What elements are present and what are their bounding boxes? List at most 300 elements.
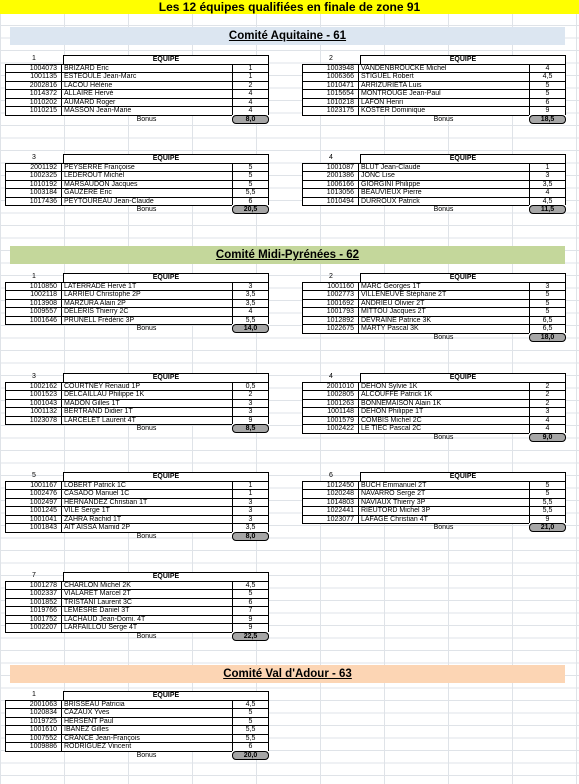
team-header <box>5 273 269 282</box>
player-row <box>5 515 269 524</box>
player-row <box>302 390 566 399</box>
team-number: 6 <box>329 472 333 479</box>
player-name: BEAUVIEUX Pierre <box>358 188 529 197</box>
player-row <box>302 163 566 172</box>
player-points: 6 <box>232 742 269 751</box>
player-points: 4,5 <box>232 700 269 709</box>
bonus-value: 8,0 <box>232 532 269 541</box>
player-name: DEVRAINE Patrice 3K <box>358 316 529 325</box>
player-row <box>5 98 269 107</box>
player-points: 3,5 <box>529 180 566 189</box>
player-name: VILE Serge 1T <box>61 506 232 515</box>
player-name: NAVARRO Serge 2T <box>358 489 529 498</box>
player-row <box>302 307 566 316</box>
player-points: 5,5 <box>232 188 269 197</box>
bonus-value: 21,0 <box>529 523 566 532</box>
player-points: 5,5 <box>232 316 269 325</box>
player-row <box>5 623 269 632</box>
player-license: 1010471 <box>302 81 358 90</box>
player-name: HERSENT Paul <box>61 717 232 726</box>
player-row <box>5 81 269 90</box>
player-name: LARCELET Laurent 4T <box>61 416 232 425</box>
player-license: 1001843 <box>5 523 61 532</box>
player-row <box>5 290 269 299</box>
player-license: 1001579 <box>302 416 358 425</box>
bonus-label: Bonus <box>61 205 232 214</box>
team-number: 3 <box>32 154 36 161</box>
player-license: 1013908 <box>5 299 61 308</box>
player-points: 2 <box>529 382 566 391</box>
player-points: 9 <box>232 623 269 632</box>
bonus-label: Bonus <box>61 532 232 541</box>
player-row <box>5 106 269 115</box>
player-license: 1010202 <box>5 98 61 107</box>
team-block <box>5 273 269 333</box>
player-name: CAZAUX Yves <box>61 708 232 717</box>
player-points: 5 <box>232 180 269 189</box>
player-points: 2 <box>232 390 269 399</box>
team-number: 3 <box>32 373 36 380</box>
player-name: VIALARET Marcel 2T <box>61 589 232 598</box>
equipe-label: EQUIPE <box>63 572 269 581</box>
bonus-spacer <box>5 532 61 541</box>
team-block <box>5 55 269 124</box>
bonus-label: Bonus <box>61 424 232 433</box>
player-name: IBANEZ Gilles <box>61 725 232 734</box>
player-points: 1 <box>529 163 566 172</box>
player-name: AIT AISSA Mamid 2P <box>61 523 232 532</box>
player-points: 4 <box>529 64 566 73</box>
team-block <box>5 373 269 433</box>
bonus-spacer <box>5 115 61 124</box>
player-row <box>5 180 269 189</box>
team-block <box>5 472 269 541</box>
player-name: MARC Georges 1T <box>358 282 529 291</box>
player-row <box>5 282 269 291</box>
player-row <box>302 506 566 515</box>
player-points: 3 <box>232 515 269 524</box>
player-row <box>302 481 566 490</box>
team-header <box>302 273 566 282</box>
player-license: 1001610 <box>5 725 61 734</box>
player-row <box>302 407 566 416</box>
player-row <box>302 171 566 180</box>
player-license: 1001523 <box>5 390 61 399</box>
player-license: 1003948 <box>302 64 358 73</box>
player-license: 1022441 <box>302 506 358 515</box>
player-points: 5 <box>529 481 566 490</box>
player-points: 5 <box>232 717 269 726</box>
team-header <box>5 472 269 481</box>
player-name: LATERRADE Hervé 1T <box>61 282 232 291</box>
comite-midi-pyrenees-label: Comité Midi-Pyrénées - 62 <box>215 249 360 261</box>
bonus-label: Bonus <box>358 433 529 442</box>
player-name: LAFAGE Christian 4T <box>358 515 529 524</box>
player-row <box>302 106 566 115</box>
equipe-label: EQUIPE <box>63 472 269 481</box>
team-header <box>302 472 566 481</box>
player-name: MARSAUDON Jacques <box>61 180 232 189</box>
player-license: 1001135 <box>5 72 61 81</box>
team-header <box>5 572 269 581</box>
player-license: 1020248 <box>302 489 358 498</box>
player-name: RODRIGUEZ Vincent <box>61 742 232 751</box>
player-points: 9 <box>232 615 269 624</box>
player-points: 5,5 <box>529 506 566 515</box>
player-name: LE TIEC Pascal 2C <box>358 424 529 433</box>
player-row <box>302 81 566 90</box>
bonus-label: Bonus <box>61 115 232 124</box>
player-name: LAFON Henri <box>358 98 529 107</box>
player-license: 1015654 <box>302 89 358 98</box>
bonus-row <box>302 523 566 532</box>
player-points: 2 <box>529 399 566 408</box>
player-name: ARRIZURIETA Luis <box>358 81 529 90</box>
team-header <box>302 55 566 64</box>
player-name: DEHON Sylvie 1K <box>358 382 529 391</box>
player-name: DELERIS Thierry 2C <box>61 307 232 316</box>
bonus-value: 20,0 <box>232 751 269 760</box>
player-row <box>302 424 566 433</box>
player-name: LEMESRE Daniel 3T <box>61 606 232 615</box>
player-row <box>5 615 269 624</box>
player-license: 1006166 <box>302 180 358 189</box>
player-license: 1004073 <box>5 64 61 73</box>
player-license: 2002816 <box>5 81 61 90</box>
player-name: LACOU Hélène <box>61 81 232 90</box>
player-name: GAUZERE Eric <box>61 188 232 197</box>
player-points: 4,5 <box>232 581 269 590</box>
player-row <box>5 581 269 590</box>
page-title: Les 12 équipes qualifiées en finale de zone 91 <box>0 0 579 14</box>
player-row <box>5 163 269 172</box>
bonus-value: 11,5 <box>529 205 566 214</box>
player-row <box>302 299 566 308</box>
player-name: LEDEROUT Michel <box>61 171 232 180</box>
equipe-label: EQUIPE <box>63 691 269 700</box>
player-name: MARTY Pascal 3K <box>358 324 529 333</box>
player-license: 1012450 <box>302 481 358 490</box>
bonus-value: 8,5 <box>232 424 269 433</box>
player-name: MASSON Jean-Marie <box>61 106 232 115</box>
team-header <box>5 154 269 163</box>
player-points: 4 <box>529 416 566 425</box>
team-number: 7 <box>32 572 36 579</box>
player-license: 1001041 <box>5 515 61 524</box>
player-points: 9 <box>232 416 269 425</box>
player-name: PRUNELL Frédéric 3P <box>61 316 232 325</box>
player-points: 5 <box>529 290 566 299</box>
bonus-value: 18,0 <box>529 333 566 342</box>
player-license: 1002773 <box>302 290 358 299</box>
bonus-spacer <box>302 115 358 124</box>
player-points: 5,5 <box>232 734 269 743</box>
comite-aquitaine-label: Comité Aquitaine - 61 <box>228 30 347 42</box>
player-license: 1001043 <box>5 399 61 408</box>
player-name: RIEUTORD Michel 3P <box>358 506 529 515</box>
player-points: 4 <box>529 424 566 433</box>
player-row <box>5 725 269 734</box>
player-name: HERNANDEZ Christian 1T <box>61 498 232 507</box>
bonus-row <box>302 205 566 214</box>
player-license: 1001852 <box>5 598 61 607</box>
bonus-label: Bonus <box>61 324 232 333</box>
team-block <box>302 373 566 442</box>
comite-aquitaine-header <box>10 27 565 45</box>
player-points: 4,5 <box>529 197 566 206</box>
player-row <box>302 188 566 197</box>
player-row <box>302 498 566 507</box>
player-row <box>302 64 566 73</box>
player-row <box>302 197 566 206</box>
player-license: 1017436 <box>5 197 61 206</box>
player-license: 1001132 <box>5 407 61 416</box>
team-block <box>302 55 566 124</box>
bonus-row <box>5 115 269 124</box>
player-points: 1 <box>232 72 269 81</box>
player-license: 1002162 <box>5 382 61 391</box>
player-license: 1002337 <box>5 589 61 598</box>
bonus-label: Bonus <box>358 115 529 124</box>
player-row <box>5 734 269 743</box>
team-number: 4 <box>329 154 333 161</box>
player-points: 3,5 <box>232 290 269 299</box>
player-name: MARZURA Alain 2P <box>61 299 232 308</box>
player-points: 5 <box>529 489 566 498</box>
player-points: 1 <box>232 64 269 73</box>
player-points: 6,5 <box>529 324 566 333</box>
bonus-value: 18,5 <box>529 115 566 124</box>
player-name: STIGUEL Robert <box>358 72 529 81</box>
bonus-label: Bonus <box>358 205 529 214</box>
team-number: 1 <box>32 55 36 62</box>
player-license: 1007552 <box>5 734 61 743</box>
comite-val-adour-header <box>10 665 565 683</box>
player-row <box>5 506 269 515</box>
bonus-spacer <box>5 424 61 433</box>
player-points: 3,5 <box>232 523 269 532</box>
player-points: 3,5 <box>232 299 269 308</box>
player-license: 1002476 <box>5 489 61 498</box>
bonus-row <box>302 433 566 442</box>
player-license: 1001692 <box>302 299 358 308</box>
bonus-row <box>302 333 566 342</box>
player-row <box>5 316 269 325</box>
player-row <box>5 598 269 607</box>
player-row <box>5 197 269 206</box>
team-header <box>5 373 269 382</box>
player-name: ALLAIRE Hervé <box>61 89 232 98</box>
player-license: 1001160 <box>302 282 358 291</box>
player-points: 3 <box>232 498 269 507</box>
team-number: 1 <box>32 691 36 698</box>
equipe-label: EQUIPE <box>360 273 566 282</box>
player-points: 5 <box>529 89 566 98</box>
player-license: 1010192 <box>5 180 61 189</box>
player-license: 1010850 <box>5 282 61 291</box>
player-points: 5,5 <box>529 498 566 507</box>
player-row <box>5 390 269 399</box>
player-license: 2001192 <box>5 163 61 172</box>
player-name: BRISSEAU Patricia <box>61 700 232 709</box>
player-license: 1023078 <box>5 416 61 425</box>
player-license: 1022675 <box>302 324 358 333</box>
player-name: MADON Gilles 1T <box>61 399 232 408</box>
player-row <box>302 89 566 98</box>
player-points: 0,5 <box>232 382 269 391</box>
equipe-label: EQUIPE <box>63 373 269 382</box>
equipe-label: EQUIPE <box>360 154 566 163</box>
bonus-spacer <box>5 205 61 214</box>
player-license: 2001063 <box>5 700 61 709</box>
team-block <box>302 472 566 532</box>
player-points: 1 <box>232 481 269 490</box>
bonus-label: Bonus <box>358 333 529 342</box>
player-row <box>302 515 566 524</box>
player-license: 1023077 <box>302 515 358 524</box>
bonus-label: Bonus <box>358 523 529 532</box>
player-license: 1001646 <box>5 316 61 325</box>
player-row <box>5 188 269 197</box>
player-row <box>5 708 269 717</box>
player-row <box>302 489 566 498</box>
player-name: LARRIEU Christophe 2P <box>61 290 232 299</box>
player-row <box>5 700 269 709</box>
equipe-label: EQUIPE <box>360 55 566 64</box>
team-block <box>5 572 269 641</box>
player-name: BERTRAND Didier 1T <box>61 407 232 416</box>
player-row <box>5 606 269 615</box>
player-license: 1009886 <box>5 742 61 751</box>
player-row <box>302 98 566 107</box>
player-points: 6 <box>529 98 566 107</box>
bonus-spacer <box>302 205 358 214</box>
player-license: 1009557 <box>5 307 61 316</box>
player-name: KOSTER Dominique <box>358 106 529 115</box>
player-license: 1010215 <box>5 106 61 115</box>
player-name: VILLENEUVE Stéphane 2T <box>358 290 529 299</box>
player-points: 9 <box>529 515 566 524</box>
player-name: PEYSERRE Françoise <box>61 163 232 172</box>
player-name: LARFAILLOU Serge 4T <box>61 623 232 632</box>
player-name: GIORGINI Philippe <box>358 180 529 189</box>
player-points: 4,5 <box>529 72 566 81</box>
player-license: 1001245 <box>5 506 61 515</box>
bonus-row <box>302 115 566 124</box>
bonus-spacer <box>302 333 358 342</box>
bonus-row <box>5 751 269 760</box>
player-row <box>5 382 269 391</box>
player-row <box>5 717 269 726</box>
player-row <box>5 64 269 73</box>
player-name: MONTROUGE Jean-Paul <box>358 89 529 98</box>
player-license: 1006366 <box>302 72 358 81</box>
player-row <box>5 481 269 490</box>
team-block <box>302 154 566 214</box>
player-points: 4 <box>232 307 269 316</box>
player-points: 5 <box>232 589 269 598</box>
player-points: 5 <box>232 163 269 172</box>
player-name: DELCAILLAU Philippe 1K <box>61 390 232 399</box>
player-license: 1019766 <box>5 606 61 615</box>
player-name: ZAHRA Rachid 1T <box>61 515 232 524</box>
player-points: 5,5 <box>232 725 269 734</box>
player-name: BUCH Emmanuel 2T <box>358 481 529 490</box>
player-row <box>302 382 566 391</box>
player-points: 6 <box>232 197 269 206</box>
player-name: DEHON Philippe 1T <box>358 407 529 416</box>
bonus-spacer <box>302 523 358 532</box>
player-name: BONNEMAISON Alain 1K <box>358 399 529 408</box>
bonus-label: Bonus <box>61 751 232 760</box>
player-row <box>5 171 269 180</box>
player-name: ANDRIEU Olivier 2T <box>358 299 529 308</box>
player-row <box>302 72 566 81</box>
bonus-spacer <box>5 632 61 641</box>
bonus-spacer <box>302 433 358 442</box>
player-name: TRISTANI Laurent 3C <box>61 598 232 607</box>
player-name: CASADO Manuel 1C <box>61 489 232 498</box>
player-license: 1003184 <box>5 188 61 197</box>
player-name: CHARLON Michel 2K <box>61 581 232 590</box>
bonus-row <box>5 205 269 214</box>
player-license: 1012892 <box>302 316 358 325</box>
comite-val-adour-label: Comité Val d'Adour - 63 <box>223 668 352 680</box>
team-block <box>5 691 269 760</box>
player-row <box>5 407 269 416</box>
player-row <box>5 299 269 308</box>
player-license: 1001752 <box>5 615 61 624</box>
player-points: 5 <box>529 307 566 316</box>
player-license: 1010218 <box>302 98 358 107</box>
player-name: PEYTOUREAU Jean-Claude <box>61 197 232 206</box>
player-points: 6,5 <box>529 316 566 325</box>
player-name: LACHAUD Jean-Domi. 4T <box>61 615 232 624</box>
player-points: 5 <box>529 299 566 308</box>
player-row <box>302 290 566 299</box>
player-row <box>5 489 269 498</box>
player-row <box>5 307 269 316</box>
equipe-label: EQUIPE <box>63 55 269 64</box>
player-name: VANDENBROUCKE Michel <box>358 64 529 73</box>
player-license: 2001386 <box>302 171 358 180</box>
player-row <box>302 282 566 291</box>
player-points: 3 <box>232 399 269 408</box>
player-name: COURTNEY Renaud 1P <box>61 382 232 391</box>
bonus-row <box>5 632 269 641</box>
player-row <box>5 742 269 751</box>
player-license: 1002422 <box>302 424 358 433</box>
bonus-value: 8,0 <box>232 115 269 124</box>
team-number: 4 <box>329 373 333 380</box>
player-license: 1023175 <box>302 106 358 115</box>
equipe-label: EQUIPE <box>63 154 269 163</box>
player-row <box>5 416 269 425</box>
player-license: 1001148 <box>302 407 358 416</box>
player-row <box>5 589 269 598</box>
player-name: ALCOUFFE Patrick 1K <box>358 390 529 399</box>
player-license: 1001793 <box>302 307 358 316</box>
player-points: 3 <box>529 407 566 416</box>
equipe-label: EQUIPE <box>360 472 566 481</box>
player-points: 2 <box>529 390 566 399</box>
player-points: 3 <box>529 171 566 180</box>
player-license: 1019725 <box>5 717 61 726</box>
player-row <box>302 180 566 189</box>
player-license: 1002207 <box>5 623 61 632</box>
player-name: JONC Lise <box>358 171 529 180</box>
player-license: 1001167 <box>5 481 61 490</box>
